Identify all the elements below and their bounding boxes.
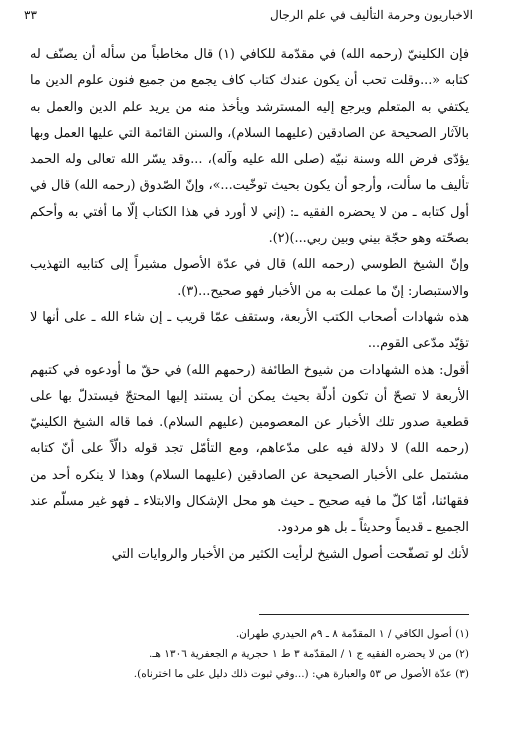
paragraph-2: وإنّ الشيخ الطوسي (رحمه الله) قال في عدّة الأصول مشيراً إلى كتابيه التهذيب والاستبصار: إنّ ما عملت به من الأخبار فهو صحيح...(٣). xyxy=(30,257,469,299)
page-number: ٣٣ xyxy=(24,8,37,22)
footnote-2: (٢) من لا يحضره الفقيه ج ١ / المقدّمة ٣ ط ١ حجرية م الجعفرية ١٣٠٦ هـ. xyxy=(149,648,469,660)
main-text xyxy=(30,42,469,568)
running-title: الاخباريون وحرمة التأليف في علم الرجال xyxy=(269,8,473,22)
footnotes xyxy=(30,624,469,684)
paragraph-1: فإن الكلينيّ (رحمه الله) في مقدّمة للكافي (١) قال مخاطباً من سأله أن يصنّف له كتابه «...وقلت تحب أن يكون عندك كتاب كاف يجمع من جميع فنون علوم الدين ما يكتفي به المتعلم ويرجع إليه المسترشد ويأخذ منه من يريد علم الدين والعمل به بالآثار الصحيحة عن الصادقين (عليهما السلام)، والسنن القائمة التي عليها العمل وبها يؤدّى فرض الله وسنة نبيّه (صلى الله عليه وآله)، ...وقد يسّر الله تعالى وله الحمد تأليف ما سألت، وأرجو أن يكون بحيث توخّيت...»، وإنّ الصّدوق (رحمه الله) قال في أول كتابه ـ من لا يحضره الفقيه ـ: (إني لا أورد في هذا الكتاب إلّا ما أفتي به وأحكم بصحّته وهو حجّة بيني وبين ربي...)(٢). xyxy=(30,47,470,247)
footnote-divider xyxy=(259,614,469,615)
paragraph-4: أقول: هذه الشهادات من شيوخ الطائفة (رحمهم الله) في حقّ ما أودعوه في كتبهم الأربعة لا تصحّ أن تكون أدلّة بحيث يمكن أن يستند إليها المحتجّ فيستدلّ بها على قطعية صدور تلك الأخبار عن المعصومين (عليهم السلام). فما قاله الشيخ الكلينيّ (رحمه الله) لا دلالة فيه على مدّعاهم، ومع التأمّل تجد قوله دالّاً على أنّ كتابه مشتمل على الأخبار الصحيحة عن الصادقين (عليهما السلام) وهذا لا ينكره أحد من فقهائنا، أمّا كلّ ما فيه صحيح ـ حيث هو محل الإشكال والابتلاء ـ فهو غير مسلّم عند الجميع ـ قديماً وحديثاً ـ بل هو مردود. xyxy=(30,362,469,536)
paragraph-3: هذه شهادات أصحاب الكتب الأربعة، وستقف عمّا قريب ـ إن شاء الله ـ على أنها لا تؤيّد مدّعى القوم... xyxy=(30,309,469,352)
running-header xyxy=(24,8,473,28)
footnote-1: (١) أصول الكافي / ١ المقدّمة ٨ ـ ٩م الحيدري طهران. xyxy=(235,628,469,640)
footnote-3: (٣) عدّة الأصول ص ٥٣ والعبارة هي: (...وفي ثبوت ذلك دليل على ما اخترناه). xyxy=(133,668,469,680)
paragraph-5: لأنك لو تصفّحت أصول الشيخ لرأيت الكثير من الأخبار والروايات التي xyxy=(111,546,469,562)
